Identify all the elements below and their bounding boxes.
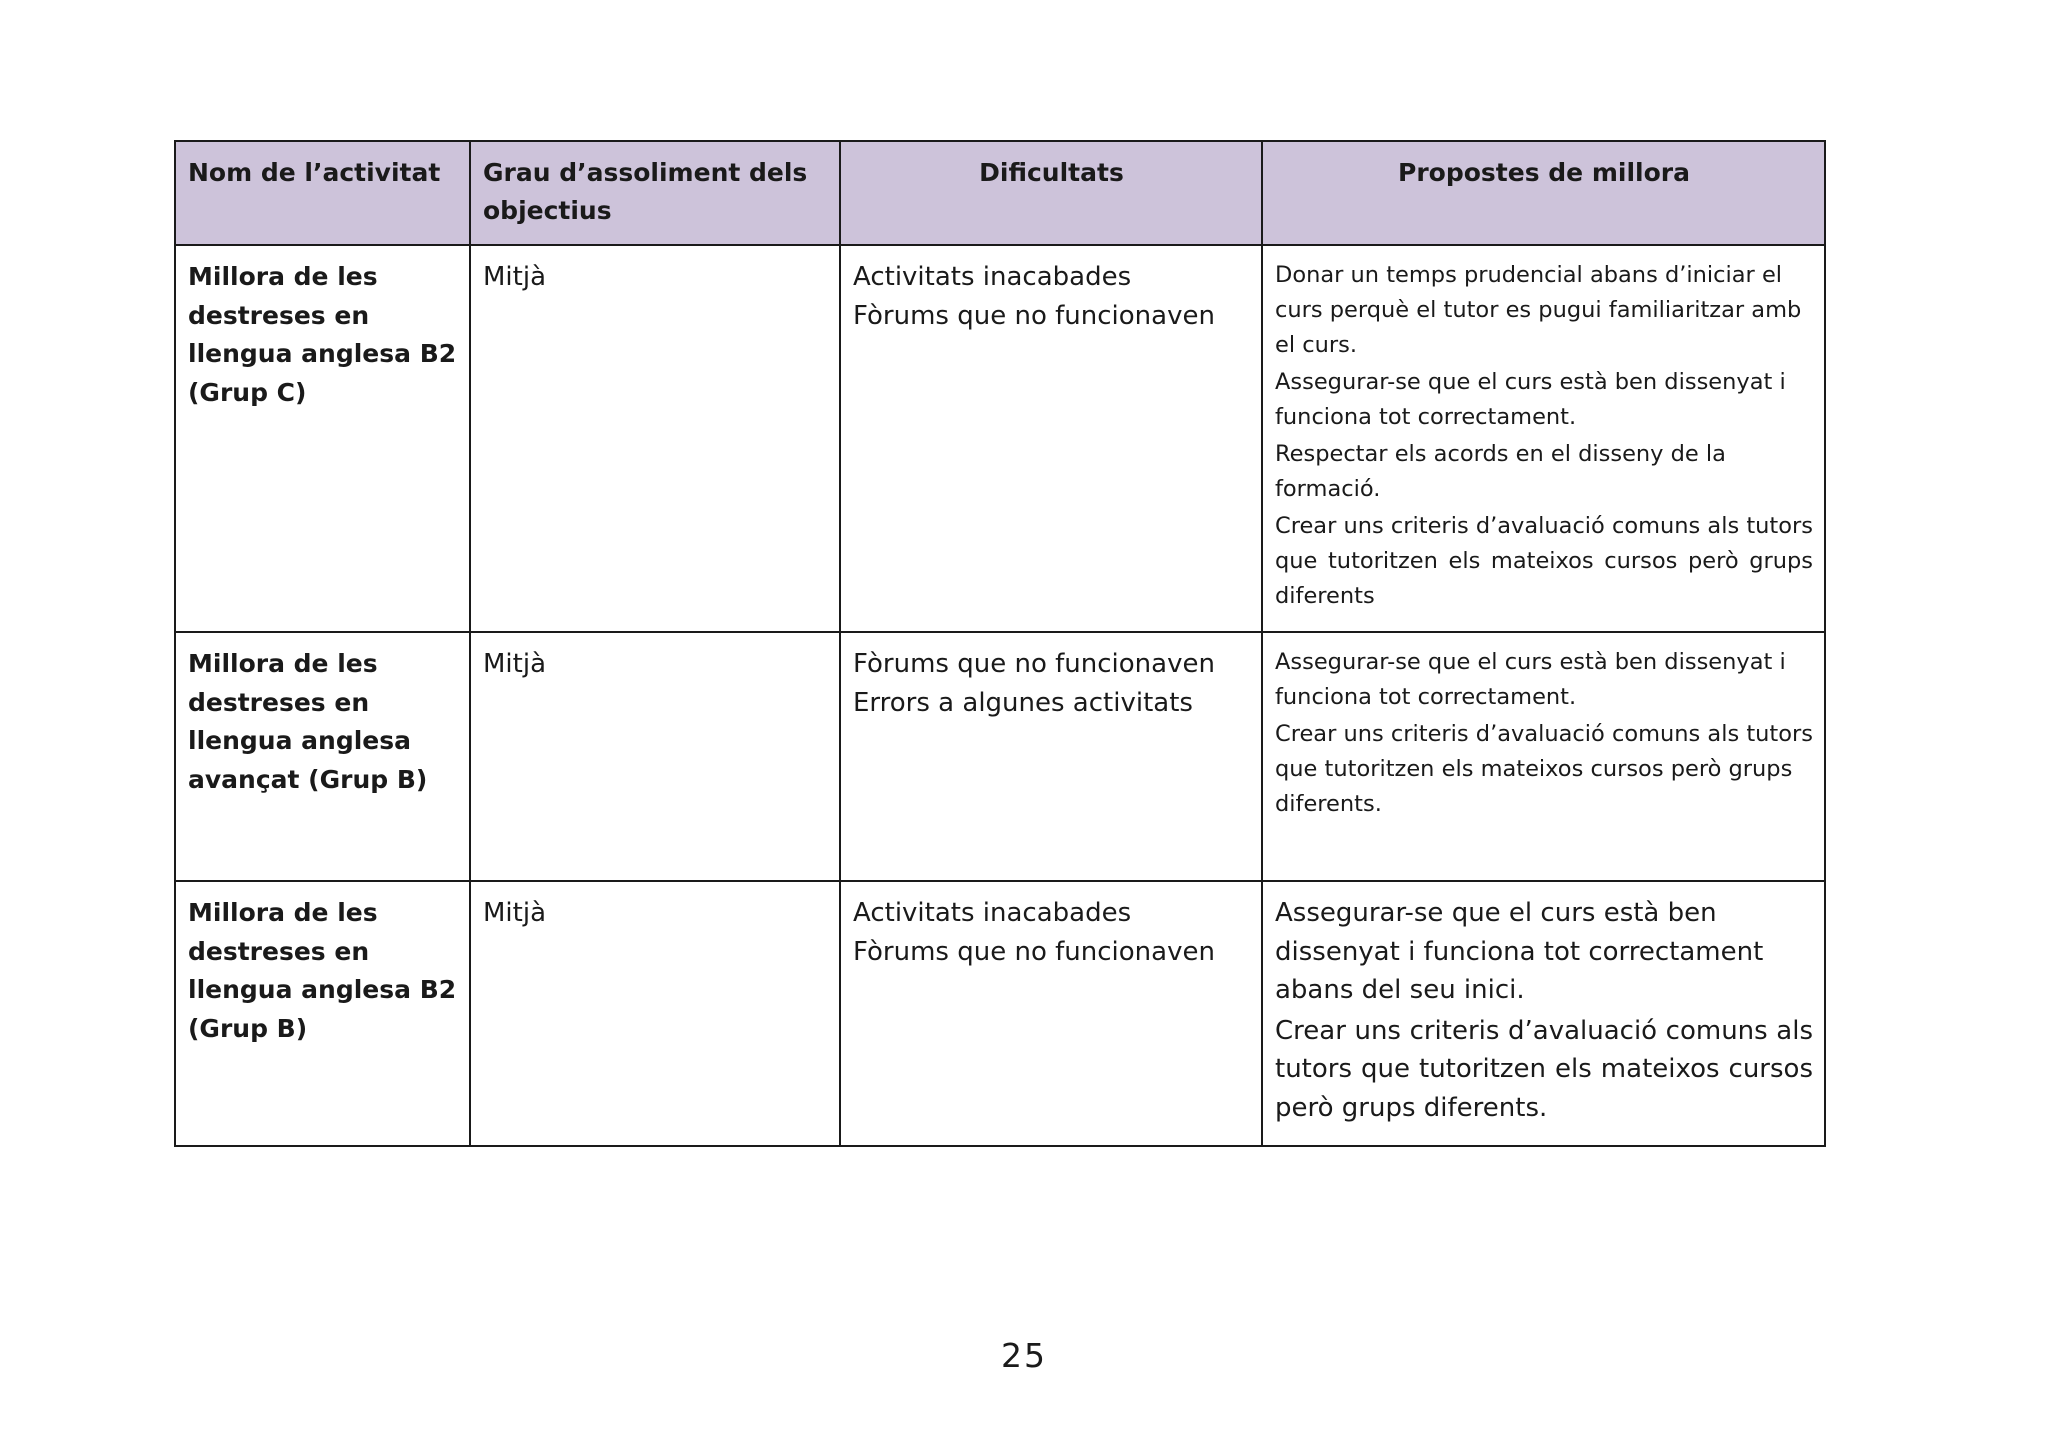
table-header-row xyxy=(175,141,1825,245)
header-improvement-proposals: Propostes de millora xyxy=(1262,141,1825,245)
table-row xyxy=(175,245,1825,632)
proposal-item: Crear uns criteris d’avaluació comuns als tutors que tutoritzen els mateixos cursos però grups diferents xyxy=(1275,513,1813,609)
difficulties-cell xyxy=(840,881,1262,1146)
achievement-level-cell: Mitjà xyxy=(470,632,840,881)
difficulty-item: Activitats inacabades xyxy=(853,898,1132,928)
difficulties-cell xyxy=(840,245,1262,632)
proposal-item: Respectar els acords en el disseny de la formació. xyxy=(1275,441,1726,502)
proposal-item: Donar un temps prudencial abans d’iniciar el curs perquè el tutor es pugui familiaritzar amb el curs. xyxy=(1275,262,1802,358)
achievement-level-cell: Mitjà xyxy=(470,881,840,1146)
header-activity-name: Nom de l’activitat xyxy=(175,141,470,245)
proposal-item: Assegurar-se que el curs està ben dissenyat i funciona tot correctament. xyxy=(1275,649,1786,710)
activity-name-cell: Millora de les destreses en llengua anglesa B2 (Grup B) xyxy=(175,881,470,1146)
difficulty-item: Fòrums que no funcionaven xyxy=(853,936,1215,967)
page-number: 25 xyxy=(1001,1336,1047,1375)
achievement-level-cell: Mitjà xyxy=(470,245,840,632)
proposal-item: Crear uns criteris d’avaluació comuns als tutors que tutoritzen els mateixos cursos però grups diferents. xyxy=(1275,721,1813,817)
proposals-cell xyxy=(1262,245,1825,632)
activity-name-cell: Millora de les destreses en llengua anglesa avançat (Grup B) xyxy=(175,632,470,881)
header-difficulties: Dificultats xyxy=(840,141,1262,245)
table-row xyxy=(175,881,1825,1146)
proposals-cell xyxy=(1262,881,1825,1146)
activity-name-cell: Millora de les destreses en llengua anglesa B2 (Grup C) xyxy=(175,245,470,632)
difficulty-item: Fòrums que no funcionaven xyxy=(853,300,1215,331)
difficulty-item: Errors a algunes activitats xyxy=(853,687,1193,718)
proposal-item: Crear uns criteris d’avaluació comuns als tutors que tutoritzen els mateixos cursos però grups diferents. xyxy=(1275,1015,1813,1123)
header-achievement-level: Grau d’assoliment dels objectius xyxy=(470,141,840,245)
proposals-cell xyxy=(1262,632,1825,881)
difficulties-cell xyxy=(840,632,1262,881)
difficulty-item: Fòrums que no funcionaven xyxy=(853,649,1215,679)
proposal-item: Assegurar-se que el curs està ben dissenyat i funciona tot correctament abans del seu inici. xyxy=(1275,898,1764,1005)
proposal-item: Assegurar-se que el curs està ben dissenyat i funciona tot correctament. xyxy=(1275,369,1786,430)
table-row xyxy=(175,632,1825,881)
activities-table xyxy=(174,140,1826,1147)
difficulty-item: Activitats inacabades xyxy=(853,262,1132,292)
